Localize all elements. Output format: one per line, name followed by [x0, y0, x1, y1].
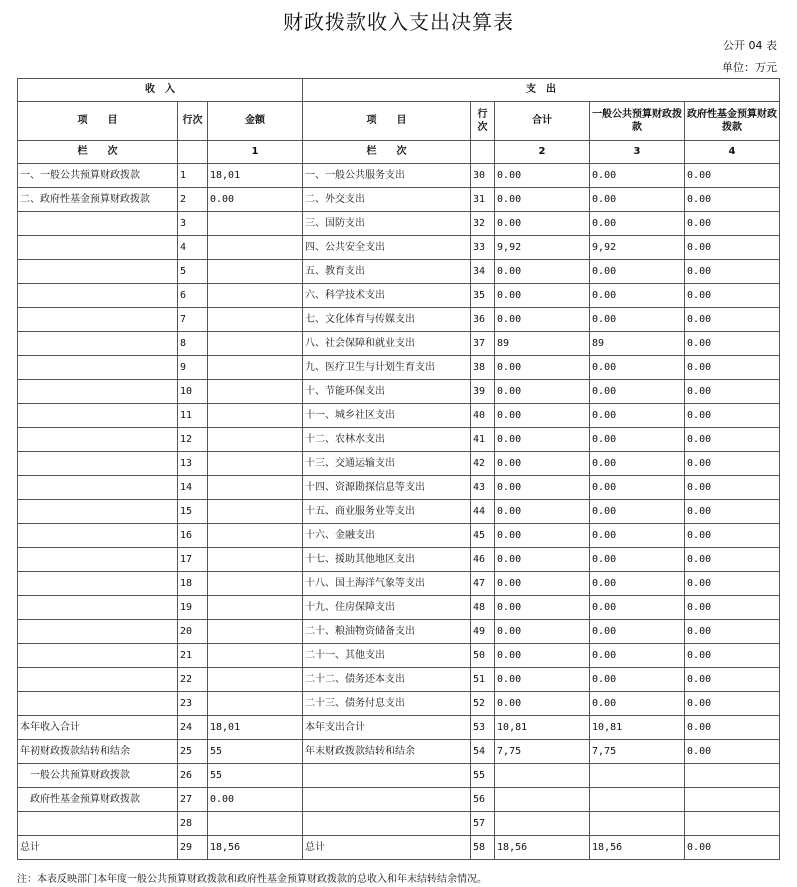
- income-line-cell: 19: [178, 596, 208, 620]
- expense-item-cell: 二十三、债务付息支出: [303, 692, 471, 716]
- fund-budget-cell: 0.00: [685, 500, 780, 524]
- income-amount-cell: [208, 332, 303, 356]
- income-amount-cell: [208, 476, 303, 500]
- expense-item-cell: 八、社会保障和就业支出: [303, 332, 471, 356]
- general-budget-cell: 0.00: [590, 308, 685, 332]
- table-row: [18, 548, 780, 572]
- income-item-cell: [18, 812, 178, 836]
- expense-total-cell: 0.00: [495, 260, 590, 284]
- expense-total-cell: [495, 764, 590, 788]
- fund-budget-cell: 0.00: [685, 212, 780, 236]
- expense-item-cell: 总计: [303, 836, 471, 860]
- expense-item-cell: 九、医疗卫生与计划生育支出: [303, 356, 471, 380]
- income-line-cell: 22: [178, 668, 208, 692]
- income-line-cell: 28: [178, 812, 208, 836]
- income-line-cell: 6: [178, 284, 208, 308]
- expense-total-cell: 0.00: [495, 164, 590, 188]
- income-item-cell: [18, 524, 178, 548]
- income-lanci-empty: [178, 141, 208, 164]
- expense-item-cell: 二、外交支出: [303, 188, 471, 212]
- expense-total-cell: 10,81: [495, 716, 590, 740]
- income-amount-cell: [208, 596, 303, 620]
- income-amount-cell: [208, 548, 303, 572]
- income-item-cell: [18, 332, 178, 356]
- fund-budget-cell: 0.00: [685, 308, 780, 332]
- table-row: [18, 716, 780, 740]
- income-line-cell: 7: [178, 308, 208, 332]
- fund-budget-cell: 0.00: [685, 260, 780, 284]
- income-line-cell: 11: [178, 404, 208, 428]
- income-lanci-label: 栏 次: [18, 141, 178, 164]
- general-budget-cell: 89: [590, 332, 685, 356]
- income-item-cell: [18, 284, 178, 308]
- fund-budget-header: 政府性基金预算财政拨款: [685, 102, 780, 141]
- income-item-cell: 总计: [18, 836, 178, 860]
- income-line-cell: 18: [178, 572, 208, 596]
- fund-budget-cell: 0.00: [685, 716, 780, 740]
- income-line-cell: 23: [178, 692, 208, 716]
- table-row: [18, 164, 780, 188]
- table-row: [18, 260, 780, 284]
- income-line-cell: 17: [178, 548, 208, 572]
- income-amount-cell: [208, 620, 303, 644]
- expense-line-cell: 47: [471, 572, 495, 596]
- expense-line-cell: 35: [471, 284, 495, 308]
- expense-line-cell: 32: [471, 212, 495, 236]
- footnote: 注：本表反映部门本年度一般公共预算财政拨款和政府性基金预算财政拨款的总收入和年末结转结余情况。: [17, 874, 487, 885]
- general-budget-cell: 0.00: [590, 596, 685, 620]
- expense-total-cell: 9,92: [495, 236, 590, 260]
- expense-total-cell: 0.00: [495, 356, 590, 380]
- general-budget-cell: [590, 812, 685, 836]
- income-item-cell: 一般公共预算财政拨款: [18, 764, 178, 788]
- table-row: [18, 812, 780, 836]
- fund-budget-cell: 0.00: [685, 620, 780, 644]
- budget-table: [17, 78, 780, 860]
- expense-line-cell: 49: [471, 620, 495, 644]
- column-header-row: [18, 102, 780, 141]
- income-section-header: 收 入: [18, 79, 303, 102]
- income-line-cell: 9: [178, 356, 208, 380]
- income-amount-cell: [208, 380, 303, 404]
- table-row: [18, 668, 780, 692]
- table-row: [18, 788, 780, 812]
- expense-line-cell: 58: [471, 836, 495, 860]
- table-row: [18, 428, 780, 452]
- income-amount-cell: [208, 452, 303, 476]
- income-line-cell: 20: [178, 620, 208, 644]
- expense-item-cell: 十七、援助其他地区支出: [303, 548, 471, 572]
- expense-line-cell: 55: [471, 764, 495, 788]
- income-item-cell: [18, 548, 178, 572]
- income-item-cell: [18, 668, 178, 692]
- income-amount-cell: [208, 812, 303, 836]
- col-1-label: 1: [208, 141, 303, 164]
- expense-lanci-label: 栏 次: [303, 141, 471, 164]
- expense-line-cell: 30: [471, 164, 495, 188]
- table-row: [18, 500, 780, 524]
- fund-budget-cell: 0.00: [685, 452, 780, 476]
- col-3-label: 3: [590, 141, 685, 164]
- table-row: [18, 644, 780, 668]
- fund-budget-cell: 0.00: [685, 188, 780, 212]
- income-amount-cell: [208, 500, 303, 524]
- table-row: [18, 572, 780, 596]
- general-budget-cell: 0.00: [590, 644, 685, 668]
- income-item-cell: [18, 236, 178, 260]
- general-budget-cell: 0.00: [590, 404, 685, 428]
- general-budget-cell: 0.00: [590, 524, 685, 548]
- table-row: [18, 236, 780, 260]
- form-code: 公开 04 表: [723, 39, 777, 52]
- expense-line-cell: 56: [471, 788, 495, 812]
- expense-item-cell: 四、公共安全支出: [303, 236, 471, 260]
- expense-total-cell: 0.00: [495, 524, 590, 548]
- fund-budget-cell: 0.00: [685, 476, 780, 500]
- expense-item-cell: 二十、粮油物资储备支出: [303, 620, 471, 644]
- income-amount-cell: 18,01: [208, 164, 303, 188]
- table-row: [18, 836, 780, 860]
- expense-line-cell: 40: [471, 404, 495, 428]
- expense-item-cell: 十一、城乡社区支出: [303, 404, 471, 428]
- general-budget-cell: 0.00: [590, 668, 685, 692]
- expense-line-cell: 39: [471, 380, 495, 404]
- income-line-cell: 10: [178, 380, 208, 404]
- fund-budget-cell: 0.00: [685, 284, 780, 308]
- income-line-cell: 16: [178, 524, 208, 548]
- table-row: [18, 212, 780, 236]
- fund-budget-cell: [685, 764, 780, 788]
- income-line-cell: 4: [178, 236, 208, 260]
- expense-item-cell: 七、文化体育与传媒支出: [303, 308, 471, 332]
- table-row: [18, 740, 780, 764]
- income-item-cell: 一、一般公共预算财政拨款: [18, 164, 178, 188]
- income-item-cell: [18, 356, 178, 380]
- expense-item-cell: 二十一、其他支出: [303, 644, 471, 668]
- expense-total-cell: [495, 788, 590, 812]
- income-amount-cell: [208, 428, 303, 452]
- general-budget-header: 一般公共预算财政拨款: [590, 102, 685, 141]
- table-row: [18, 452, 780, 476]
- fund-budget-cell: 0.00: [685, 644, 780, 668]
- fund-budget-cell: 0.00: [685, 668, 780, 692]
- income-line-cell: 5: [178, 260, 208, 284]
- income-item-cell: 二、政府性基金预算财政拨款: [18, 188, 178, 212]
- table-row: [18, 356, 780, 380]
- fund-budget-cell: [685, 788, 780, 812]
- expense-total-cell: 0.00: [495, 380, 590, 404]
- expense-item-cell: 十九、住房保障支出: [303, 596, 471, 620]
- expense-line-cell: 42: [471, 452, 495, 476]
- expense-total-cell: 0.00: [495, 572, 590, 596]
- expense-item-cell: 十五、商业服务业等支出: [303, 500, 471, 524]
- income-amount-cell: 18,56: [208, 836, 303, 860]
- income-line-cell: 21: [178, 644, 208, 668]
- income-amount-cell: 55: [208, 764, 303, 788]
- income-amount-cell: [208, 236, 303, 260]
- table-row: [18, 692, 780, 716]
- expense-total-cell: 0.00: [495, 452, 590, 476]
- income-line-cell: 14: [178, 476, 208, 500]
- fund-budget-cell: 0.00: [685, 572, 780, 596]
- income-item-cell: [18, 452, 178, 476]
- expense-total-cell: 0.00: [495, 476, 590, 500]
- general-budget-cell: 0.00: [590, 692, 685, 716]
- expense-total-header: 合计: [495, 102, 590, 141]
- expense-line-cell: 37: [471, 332, 495, 356]
- expense-item-cell: 十四、资源勘探信息等支出: [303, 476, 471, 500]
- expense-total-cell: 0.00: [495, 644, 590, 668]
- expense-item-cell: 年末财政拨款结转和结余: [303, 740, 471, 764]
- income-item-cell: [18, 692, 178, 716]
- income-amount-cell: [208, 284, 303, 308]
- income-line-cell: 29: [178, 836, 208, 860]
- expense-line-cell: 51: [471, 668, 495, 692]
- expense-line-cell: 57: [471, 812, 495, 836]
- col-4-label: 4: [685, 141, 780, 164]
- expense-total-cell: 89: [495, 332, 590, 356]
- income-item-cell: [18, 620, 178, 644]
- general-budget-cell: 0.00: [590, 572, 685, 596]
- expense-item-cell: 三、国防支出: [303, 212, 471, 236]
- expense-total-cell: 0.00: [495, 500, 590, 524]
- expense-item-cell: 十三、交通运输支出: [303, 452, 471, 476]
- expense-item-header: 项 目: [303, 102, 471, 141]
- table-row: [18, 620, 780, 644]
- expense-item-cell: 六、科学技术支出: [303, 284, 471, 308]
- income-amount-cell: [208, 644, 303, 668]
- expense-item-cell: 十八、国土海洋气象等支出: [303, 572, 471, 596]
- income-amount-cell: [208, 572, 303, 596]
- expense-total-cell: 0.00: [495, 548, 590, 572]
- expense-item-cell: 一、一般公共服务支出: [303, 164, 471, 188]
- expense-total-cell: 0.00: [495, 692, 590, 716]
- income-amount-cell: [208, 404, 303, 428]
- general-budget-cell: 0.00: [590, 260, 685, 284]
- expense-item-cell: [303, 812, 471, 836]
- expense-item-cell: 本年支出合计: [303, 716, 471, 740]
- income-item-cell: 政府性基金预算财政拨款: [18, 788, 178, 812]
- income-item-cell: [18, 212, 178, 236]
- table-row: [18, 332, 780, 356]
- income-amount-cell: [208, 212, 303, 236]
- income-item-cell: [18, 428, 178, 452]
- expense-total-cell: 0.00: [495, 308, 590, 332]
- income-line-cell: 25: [178, 740, 208, 764]
- income-line-cell: 1: [178, 164, 208, 188]
- general-budget-cell: 0.00: [590, 548, 685, 572]
- income-item-header: 项 目: [18, 102, 178, 141]
- general-budget-cell: 9,92: [590, 236, 685, 260]
- expense-line-cell: 34: [471, 260, 495, 284]
- income-amount-cell: 0.00: [208, 188, 303, 212]
- table-row: [18, 188, 780, 212]
- general-budget-cell: 0.00: [590, 500, 685, 524]
- section-header-row: [18, 79, 780, 102]
- expense-line-cell: 48: [471, 596, 495, 620]
- fund-budget-cell: 0.00: [685, 524, 780, 548]
- expense-line-cell: 33: [471, 236, 495, 260]
- expense-line-cell: 54: [471, 740, 495, 764]
- income-item-cell: [18, 500, 178, 524]
- general-budget-cell: 0.00: [590, 452, 685, 476]
- general-budget-cell: 0.00: [590, 620, 685, 644]
- expense-line-cell: 45: [471, 524, 495, 548]
- fund-budget-cell: 0.00: [685, 164, 780, 188]
- expense-line-cell: 31: [471, 188, 495, 212]
- income-line-cell: 13: [178, 452, 208, 476]
- expense-line-cell: 50: [471, 644, 495, 668]
- income-amount-cell: [208, 524, 303, 548]
- fund-budget-cell: 0.00: [685, 596, 780, 620]
- fund-budget-cell: 0.00: [685, 380, 780, 404]
- income-line-cell: 3: [178, 212, 208, 236]
- income-amount-cell: 55: [208, 740, 303, 764]
- income-item-cell: [18, 380, 178, 404]
- expense-line-cell: 44: [471, 500, 495, 524]
- expense-total-cell: 18,56: [495, 836, 590, 860]
- general-budget-cell: 0.00: [590, 380, 685, 404]
- general-budget-cell: 0.00: [590, 212, 685, 236]
- fund-budget-cell: [685, 812, 780, 836]
- general-budget-cell: 10,81: [590, 716, 685, 740]
- table-row: [18, 476, 780, 500]
- income-amount-cell: [208, 668, 303, 692]
- fund-budget-cell: 0.00: [685, 428, 780, 452]
- expense-total-cell: 0.00: [495, 668, 590, 692]
- fund-budget-cell: 0.00: [685, 836, 780, 860]
- table-row: [18, 380, 780, 404]
- table-row: [18, 404, 780, 428]
- income-line-cell: 8: [178, 332, 208, 356]
- income-amount-cell: 0.00: [208, 788, 303, 812]
- expense-item-cell: [303, 764, 471, 788]
- expense-item-cell: 五、教育支出: [303, 260, 471, 284]
- income-amount-cell: 18,01: [208, 716, 303, 740]
- expense-line-header: 行次: [471, 102, 495, 141]
- income-amount-header: 金额: [208, 102, 303, 141]
- general-budget-cell: 7,75: [590, 740, 685, 764]
- income-line-cell: 2: [178, 188, 208, 212]
- expense-line-cell: 52: [471, 692, 495, 716]
- income-line-cell: 24: [178, 716, 208, 740]
- expense-total-cell: 0.00: [495, 212, 590, 236]
- expense-line-cell: 46: [471, 548, 495, 572]
- expense-line-cell: 38: [471, 356, 495, 380]
- income-line-header: 行次: [178, 102, 208, 141]
- income-line-cell: 12: [178, 428, 208, 452]
- expense-line-cell: 36: [471, 308, 495, 332]
- col-2-label: 2: [495, 141, 590, 164]
- income-item-cell: [18, 404, 178, 428]
- fund-budget-cell: 0.00: [685, 548, 780, 572]
- income-line-cell: 27: [178, 788, 208, 812]
- expense-item-cell: 二十二、债务还本支出: [303, 668, 471, 692]
- table-row: [18, 308, 780, 332]
- expense-line-cell: 53: [471, 716, 495, 740]
- income-line-cell: 26: [178, 764, 208, 788]
- expense-item-cell: 十、节能环保支出: [303, 380, 471, 404]
- expense-section-header: 支 出: [303, 79, 780, 102]
- general-budget-cell: 0.00: [590, 428, 685, 452]
- income-item-cell: [18, 308, 178, 332]
- expense-total-cell: 7,75: [495, 740, 590, 764]
- table-row: [18, 596, 780, 620]
- page-title: 财政拨款收入支出决算表: [283, 10, 514, 34]
- general-budget-cell: [590, 764, 685, 788]
- general-budget-cell: 0.00: [590, 284, 685, 308]
- income-item-cell: [18, 572, 178, 596]
- income-item-cell: 本年收入合计: [18, 716, 178, 740]
- expense-total-cell: [495, 812, 590, 836]
- unit-label: 单位：万元: [722, 61, 777, 74]
- fund-budget-cell: 0.00: [685, 692, 780, 716]
- income-item-cell: 年初财政拨款结转和结余: [18, 740, 178, 764]
- expense-total-cell: 0.00: [495, 284, 590, 308]
- income-item-cell: [18, 596, 178, 620]
- income-amount-cell: [208, 260, 303, 284]
- income-amount-cell: [208, 356, 303, 380]
- expense-line-cell: 43: [471, 476, 495, 500]
- income-item-cell: [18, 260, 178, 284]
- table-row: [18, 284, 780, 308]
- fund-budget-cell: 0.00: [685, 332, 780, 356]
- income-amount-cell: [208, 308, 303, 332]
- fund-budget-cell: 0.00: [685, 404, 780, 428]
- expense-item-cell: 十二、农林水支出: [303, 428, 471, 452]
- expense-item-cell: 十六、金融支出: [303, 524, 471, 548]
- income-item-cell: [18, 644, 178, 668]
- general-budget-cell: 0.00: [590, 188, 685, 212]
- expense-total-cell: 0.00: [495, 404, 590, 428]
- fund-budget-cell: 0.00: [685, 356, 780, 380]
- income-amount-cell: [208, 692, 303, 716]
- lanci-row: [18, 141, 780, 164]
- general-budget-cell: 0.00: [590, 356, 685, 380]
- income-item-cell: [18, 476, 178, 500]
- fund-budget-cell: 0.00: [685, 740, 780, 764]
- expense-item-cell: [303, 788, 471, 812]
- expense-total-cell: 0.00: [495, 620, 590, 644]
- expense-total-cell: 0.00: [495, 596, 590, 620]
- expense-total-cell: 0.00: [495, 428, 590, 452]
- table-row: [18, 764, 780, 788]
- income-line-cell: 15: [178, 500, 208, 524]
- expense-total-cell: 0.00: [495, 188, 590, 212]
- fund-budget-cell: 0.00: [685, 236, 780, 260]
- table-row: [18, 524, 780, 548]
- expense-line-cell: 41: [471, 428, 495, 452]
- general-budget-cell: [590, 788, 685, 812]
- general-budget-cell: 0.00: [590, 476, 685, 500]
- general-budget-cell: 0.00: [590, 164, 685, 188]
- expense-lanci-empty: [471, 141, 495, 164]
- general-budget-cell: 18,56: [590, 836, 685, 860]
